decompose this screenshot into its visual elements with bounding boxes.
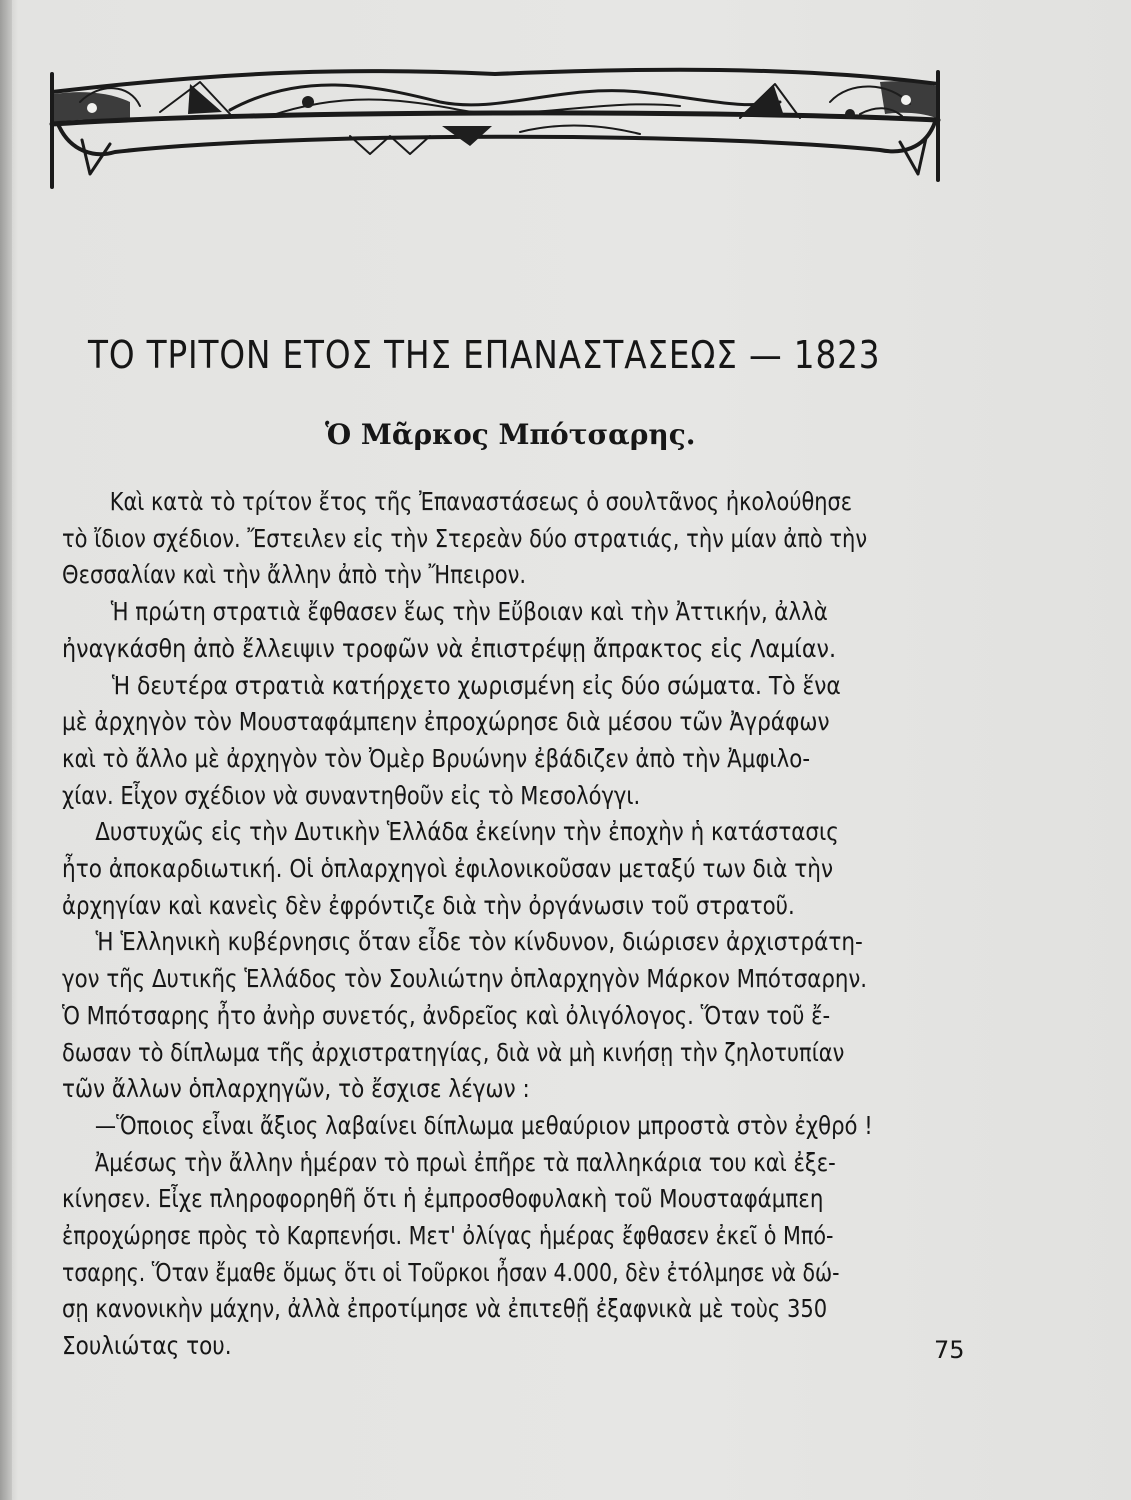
text-line: τῶν ἄλλων ὁπλαρχηγῶν, τὸ ἔσχισε λέγων : <box>62 1074 530 1104</box>
text-line: Ἡ δευτέρα στρατιὰ κατήρχετο χωρισμένη εἰς δύο σώματα. Τὸ ἕνα <box>111 670 841 700</box>
text-line: Θεσσαλίαν καὶ τὴν ἄλλην ἀπὸ τὴν Ἤπειρον. <box>62 560 527 590</box>
text-line: κίνησεν. Εἶχε πληροφορηθῆ ὅτι ἡ ἐμπροσθοφυλακὴ τοῦ Μουσταφάμπεη <box>62 1184 824 1214</box>
text-line: Ἡ πρώτη στρατιὰ ἔφθασεν ἕως τὴν Εὔβοιαν καὶ τὴν Ἀττικήν, ἀλλὰ <box>110 597 828 627</box>
section-subtitle: Ὁ Μᾶρκος Μπότσαρης. <box>325 418 696 451</box>
text-line: Δυστυχῶς εἰς τὴν Δυτικὴν Ἑλλάδα ἐκείνην τὴν ἐποχὴν ἡ κατάστασις <box>95 817 839 847</box>
text-line: τσαρης. Ὅταν ἔμαθε ὅμως ὅτι οἱ Τοῦρκοι ἦσαν 4.000, δὲν ἐτόλμησε νὰ δώ- <box>62 1257 840 1287</box>
chapter-title: ΤΟ ΤΡΙΤΟΝ ΕΤΟΣ ΤΗΣ ΕΠΑΝΑΣΤΑΣΕΩΣ — 1823 <box>88 333 881 377</box>
text-line: ἠναγκάσθη ἀπὸ ἔλλειψιν τροφῶν νὰ ἐπιστρέψῃ ἄπρακτος εἰς Λαμίαν. <box>62 633 837 663</box>
text-line: καὶ τὸ ἄλλο μὲ ἀρχηγὸν τὸν Ὀμὲρ Βρυώνην ἐβάδιζεν ἀπὸ τὴν Ἀμφιλο- <box>62 743 811 773</box>
text-line: χίαν. Εἶχον σχέδιον νὰ συναντηθοῦν εἰς τὸ Μεσολόγγι. <box>62 780 641 810</box>
text-line: Ἡ Ἑλληνικὴ κυβέρνησις ὅταν εἶδε τὸν κίνδυνον, διώρισεν ἀρχιστράτη- <box>95 927 863 957</box>
text-line: μὲ ἀρχηγὸν τὸν Μουσταφάμπεην ἐπροχώρησε διὰ μέσου τῶν Ἀγράφων <box>62 707 830 737</box>
page-binding-edge <box>0 0 12 1500</box>
page-number: 75 <box>934 1336 965 1364</box>
text-line: ἀρχηγίαν καὶ κανεὶς δὲν ἐφρόντιζε διὰ τὴν ὀργάνωσιν τοῦ στρατοῦ. <box>62 890 795 920</box>
text-line: —Ὅποιος εἶναι ἄξιος λαβαίνει δίπλωμα μεθαύριον μπροστὰ στὸν ἐχθρό ! <box>94 1110 873 1140</box>
text-line: σῃ κανονικὴν μάχην, ἀλλὰ ἐπροτίμησε νὰ ἐπιτεθῇ ἐξαφνικὰ μὲ τοὺς 350 <box>62 1294 828 1324</box>
text-line: τὸ ἴδιον σχέδιον. Ἔστειλεν εἰς τὴν Στερεὰν δύο στρατιάς, τὴν μίαν ἀπὸ τὴν <box>62 523 868 553</box>
text-line: ἦτο ἀποκαρδιωτική. Οἱ ὁπλαρχηγοὶ ἐφιλονικοῦσαν μεταξύ των διὰ τὴν <box>62 854 834 884</box>
text-line: ἐπροχώρησε πρὸς τὸ Καρπενήσι. Μετ' ὀλίγας ἡμέρας ἔφθασεν ἐκεῖ ὁ Μπό- <box>62 1221 834 1251</box>
text-line: Ἀμέσως τὴν ἄλλην ἡμέραν τὸ πρωὶ ἐπῆρε τὰ παλληκάρια του καὶ ἐξε- <box>94 1147 836 1177</box>
text-line: δωσαν τὸ δίπλωμα τῆς ἀρχιστρατηγίας, διὰ νὰ μὴ κινήσῃ τὴν ζηλοτυπίαν <box>62 1037 845 1067</box>
text-line: Ὁ Μπότσαρης ἦτο ἀνὴρ συνετός, ἀνδρεῖος καὶ ὀλιγόλογος. Ὅταν τοῦ ἔ- <box>62 1000 831 1030</box>
text-line: γον τῆς Δυτικῆς Ἑλλάδος τὸν Σουλιώτην ὁπλαρχηγὸν Μάρκον Μπότσαρην. <box>62 964 868 994</box>
text-line: Καὶ κατὰ τὸ τρίτον ἔτος τῆς Ἐπαναστάσεως ὁ σουλτᾶνος ἠκολούθησε <box>109 487 853 516</box>
body-text <box>62 484 962 1365</box>
text-line: Σουλιώτας του. <box>62 1331 232 1361</box>
decorative-header-ornament <box>40 62 950 192</box>
